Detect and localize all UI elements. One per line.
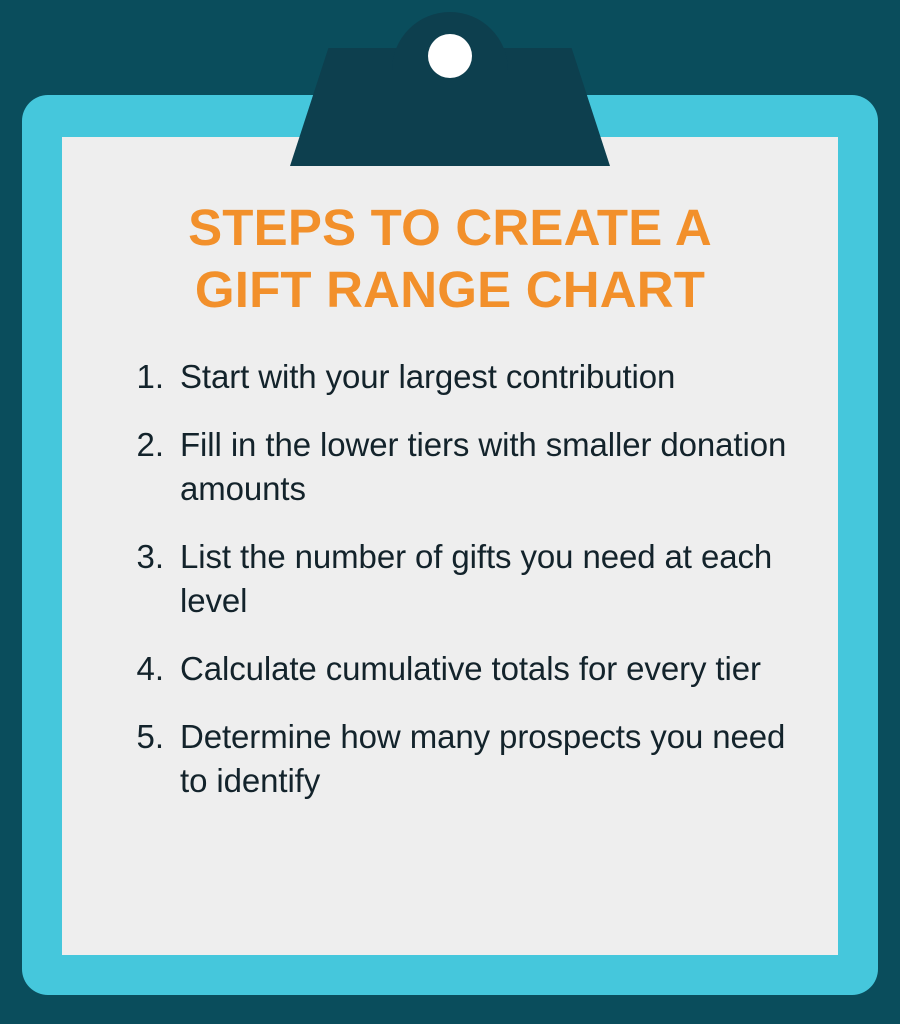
- clipboard-clip-hole-icon: [428, 34, 472, 78]
- list-item: [134, 355, 794, 399]
- step-text: Start with your largest contribution: [180, 358, 676, 396]
- steps-list: [100, 355, 800, 802]
- card-content: [62, 137, 838, 955]
- step-number: 2.: [136, 426, 164, 464]
- step-number: 4.: [136, 649, 164, 687]
- list-item: [134, 647, 794, 691]
- page-title-line-2: GIFT RANGE CHART: [194, 261, 706, 319]
- step-text: Determine how many prospects you need to identify: [180, 717, 786, 799]
- step-text: Calculate cumulative totals for every tier: [180, 649, 761, 687]
- step-number: 1.: [136, 358, 164, 396]
- list-item: [134, 535, 794, 623]
- step-text: Fill in the lower tiers with smaller donation amounts: [180, 426, 787, 508]
- list-item: [134, 423, 794, 511]
- step-number: 3.: [136, 538, 164, 576]
- page-title-line-1: STEPS TO CREATE A: [188, 199, 712, 256]
- step-number: 5.: [136, 717, 164, 755]
- list-item: [134, 715, 794, 803]
- page-title: [100, 197, 800, 321]
- step-text: List the number of gifts you need at each level: [180, 538, 773, 619]
